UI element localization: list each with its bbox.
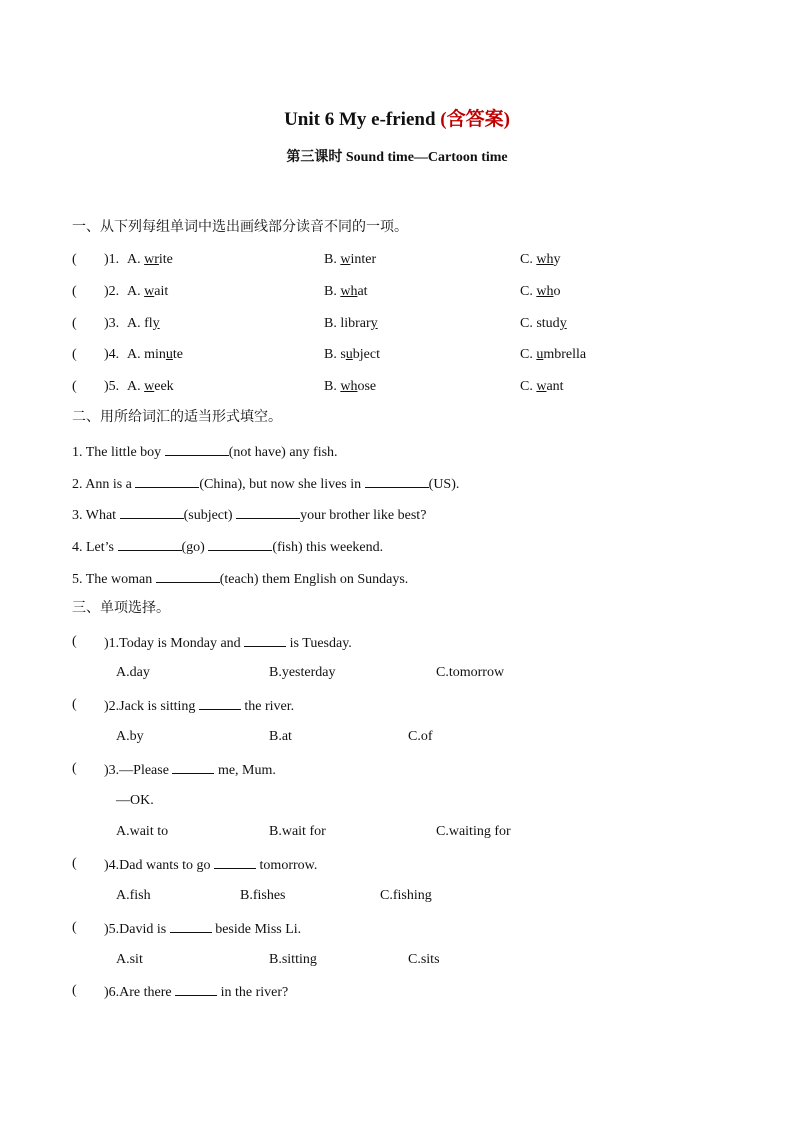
mc-option-b[interactable]: B.at (269, 729, 292, 744)
page-subtitle: 第三课时 Sound time—Cartoon time (286, 150, 508, 165)
mc-question: )4.Dad wants to go tomorrow. (104, 858, 318, 873)
mc-option-a[interactable]: A.wait to (116, 824, 169, 839)
mc-option-b[interactable]: B.wait for (269, 824, 326, 839)
title-main: Unit 6 My e-friend (284, 109, 436, 130)
option-c: C. umbrella (520, 347, 587, 362)
option-b: B. winter (324, 252, 377, 267)
answer-blank[interactable] (172, 761, 214, 774)
answer-blank[interactable] (156, 570, 220, 583)
answer-blank[interactable] (118, 538, 182, 551)
option-a: A. write (127, 252, 173, 267)
mc-option-c[interactable]: C.tomorrow (436, 665, 505, 680)
option-c: C. who (520, 284, 561, 299)
answer-blank[interactable] (135, 475, 199, 488)
answer-blank[interactable] (120, 506, 184, 519)
answer-blank[interactable] (199, 697, 241, 710)
mc-option-b[interactable]: B.sitting (269, 952, 317, 967)
mc-option-a[interactable]: A.fish (116, 888, 151, 903)
paren-open: ( (72, 252, 77, 267)
option-a: A. wait (127, 284, 169, 299)
fill-blank-line: 3. What (subject) your brother like best? (72, 508, 427, 523)
option-b: B. whose (324, 379, 377, 394)
mc-option-a[interactable]: A.sit (116, 952, 143, 967)
mc-reply: —OK. (116, 793, 154, 808)
mc-option-c[interactable]: C.sits (408, 952, 440, 967)
mc-option-c[interactable]: C.waiting for (436, 824, 511, 839)
question-number: )3. (104, 316, 120, 331)
answer-blank[interactable] (244, 634, 286, 647)
fill-blank-line: 4. Let’s (go) (fish) this weekend. (72, 540, 384, 555)
option-c: C. want (520, 379, 564, 394)
mc-option-a[interactable]: A.by (116, 729, 144, 744)
answer-blank[interactable] (175, 983, 217, 996)
mc-option-c[interactable]: C.of (408, 729, 433, 744)
paren-open: ( (72, 920, 77, 935)
answer-blank[interactable] (236, 506, 300, 519)
question-number: )5. (104, 379, 120, 394)
mc-question: )3.—Please me, Mum. (104, 763, 276, 778)
section3-heading: 三、单项选择。 (72, 600, 170, 616)
question-number: )1. (104, 252, 120, 267)
option-c: C. study (520, 316, 567, 331)
answer-blank[interactable] (165, 443, 229, 456)
answer-blank[interactable] (365, 475, 429, 488)
option-a: A. fly (127, 316, 160, 331)
option-b: B. subject (324, 347, 381, 362)
mc-question: )5.David is beside Miss Li. (104, 922, 302, 937)
paren-open: ( (72, 856, 77, 871)
paren-open: ( (72, 379, 77, 394)
mc-option-b[interactable]: B.yesterday (269, 665, 336, 680)
question-number: )2. (104, 284, 120, 299)
fill-blank-line: 1. The little boy (not have) any fish. (72, 445, 338, 460)
option-c: C. why (520, 252, 561, 267)
answer-blank[interactable] (214, 856, 256, 869)
option-a: A. week (127, 379, 174, 394)
paren-open: ( (72, 761, 77, 776)
page-title (0, 104, 794, 131)
mc-question: )6.Are there in the river? (104, 985, 289, 1000)
paren-open: ( (72, 983, 77, 998)
mc-question: )1.Today is Monday and is Tuesday. (104, 636, 352, 651)
mc-question: )2.Jack is sitting the river. (104, 699, 295, 714)
fill-blank-line: 2. Ann is a (China), but now she lives in (US). (72, 477, 460, 492)
option-b: B. what (324, 284, 368, 299)
section1-heading: 一、从下列每组单词中选出画线部分读音不同的一项。 (72, 219, 408, 235)
paren-open: ( (72, 634, 77, 649)
mc-option-c[interactable]: C.fishing (380, 888, 432, 903)
answer-blank[interactable] (170, 920, 212, 933)
paren-open: ( (72, 697, 77, 712)
fill-blank-line: 5. The woman (teach) them English on Sundays. (72, 572, 409, 587)
option-a: A. minute (127, 347, 183, 362)
answer-blank[interactable] (208, 538, 272, 551)
paren-open: ( (72, 347, 77, 362)
paren-open: ( (72, 316, 77, 331)
answer-tag: (含答案) (440, 109, 510, 130)
section2-heading: 二、用所给词汇的适当形式填空。 (72, 409, 282, 425)
mc-option-b[interactable]: B.fishes (240, 888, 286, 903)
option-b: B. library (324, 316, 378, 331)
paren-open: ( (72, 284, 77, 299)
mc-option-a[interactable]: A.day (116, 665, 150, 680)
question-number: )4. (104, 347, 120, 362)
